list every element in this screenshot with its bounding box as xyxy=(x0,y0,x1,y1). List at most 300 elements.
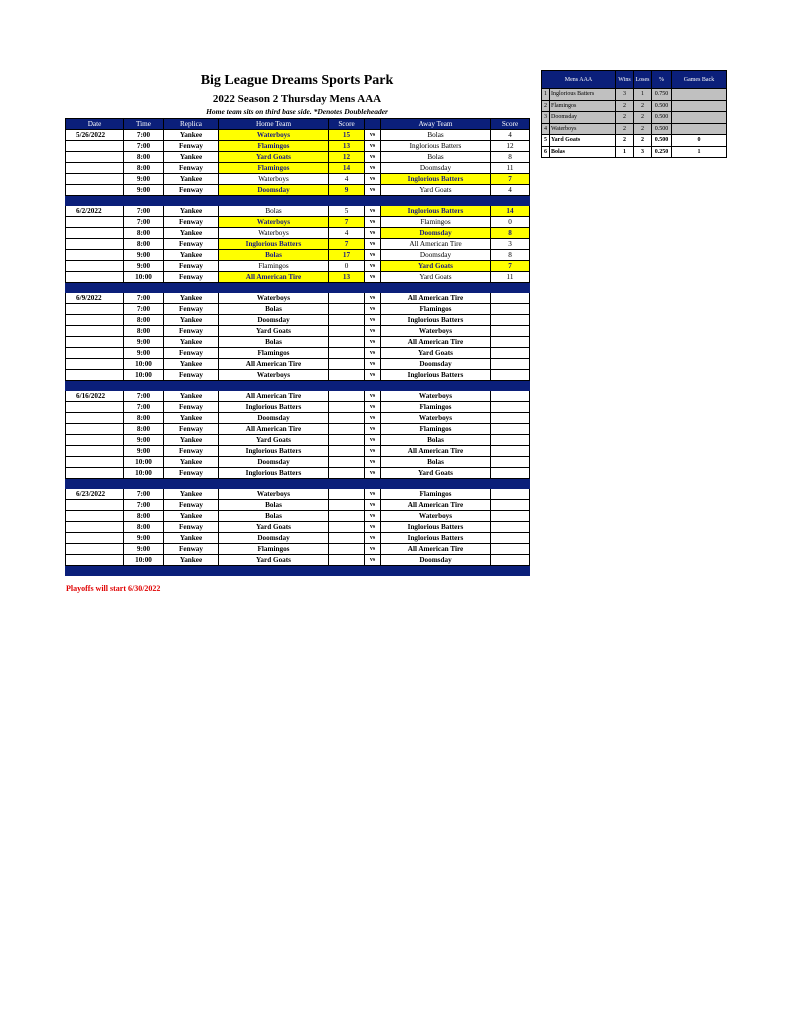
game-time: 8:00 xyxy=(124,315,164,326)
standings-games-back xyxy=(672,89,727,101)
table-row xyxy=(66,435,530,446)
home-team: Yard Goats xyxy=(219,435,329,446)
schedule-header-row xyxy=(66,119,530,130)
home-score xyxy=(329,348,365,359)
game-time: 8:00 xyxy=(124,228,164,239)
away-score: 0 xyxy=(491,217,530,228)
home-score: 0 xyxy=(329,261,365,272)
home-team: Bolas xyxy=(219,500,329,511)
game-field: Yankee xyxy=(164,533,219,544)
game-time: 7:00 xyxy=(124,489,164,500)
home-team: All American Tire xyxy=(219,424,329,435)
home-team: Yard Goats xyxy=(219,522,329,533)
game-date xyxy=(66,533,124,544)
vs-label: vs xyxy=(365,250,381,261)
game-time: 9:00 xyxy=(124,174,164,185)
home-team: All American Tire xyxy=(219,272,329,283)
vs-label: vs xyxy=(365,337,381,348)
away-score: 3 xyxy=(491,239,530,250)
game-date xyxy=(66,152,124,163)
game-field: Fenway xyxy=(164,163,219,174)
standings-loses: 3 xyxy=(634,146,652,158)
table-row xyxy=(66,304,530,315)
game-time: 8:00 xyxy=(124,239,164,250)
standings-header-row xyxy=(542,71,727,89)
away-team: Waterboys xyxy=(381,413,491,424)
home-score xyxy=(329,326,365,337)
table-row xyxy=(66,217,530,228)
home-score xyxy=(329,457,365,468)
home-score: 7 xyxy=(329,217,365,228)
home-team: Bolas xyxy=(219,206,329,217)
away-team: Doomsday xyxy=(381,228,491,239)
game-date xyxy=(66,555,124,566)
standings-team: Yard Goats xyxy=(550,135,616,147)
away-team: All American Tire xyxy=(381,544,491,555)
vs-label: vs xyxy=(365,174,381,185)
away-score xyxy=(491,446,530,457)
home-score xyxy=(329,315,365,326)
game-time: 8:00 xyxy=(124,511,164,522)
away-team: Waterboys xyxy=(381,326,491,337)
home-team: Doomsday xyxy=(219,315,329,326)
game-time: 9:00 xyxy=(124,348,164,359)
vs-label: vs xyxy=(365,261,381,272)
away-team: All American Tire xyxy=(381,337,491,348)
home-team: Flamingos xyxy=(219,544,329,555)
standings-games-back: 0 xyxy=(672,135,727,147)
away-score xyxy=(491,468,530,479)
standings-rank: 3 xyxy=(542,112,550,124)
col-header-home-team: Home Team xyxy=(219,119,329,130)
standings-rank: 6 xyxy=(542,146,550,158)
game-date xyxy=(66,304,124,315)
week-separator-cell xyxy=(66,283,530,293)
away-team: Inglorious Batters xyxy=(381,315,491,326)
standings-games-back xyxy=(672,112,727,124)
game-date xyxy=(66,370,124,381)
game-date xyxy=(66,326,124,337)
away-team: Yard Goats xyxy=(381,348,491,359)
away-team: Yard Goats xyxy=(381,468,491,479)
col-header-time: Time xyxy=(124,119,164,130)
home-score xyxy=(329,555,365,566)
home-team: Inglorious Batters xyxy=(219,446,329,457)
game-time: 9:00 xyxy=(124,261,164,272)
home-score xyxy=(329,359,365,370)
away-team: Bolas xyxy=(381,152,491,163)
away-score xyxy=(491,293,530,304)
home-score xyxy=(329,402,365,413)
vs-label: vs xyxy=(365,326,381,337)
table-row xyxy=(66,348,530,359)
table-row xyxy=(66,413,530,424)
home-score xyxy=(329,544,365,555)
game-field: Fenway xyxy=(164,544,219,555)
home-score: 13 xyxy=(329,141,365,152)
table-row xyxy=(66,522,530,533)
standings-header-league: Mens AAA xyxy=(542,71,616,89)
home-team: Yard Goats xyxy=(219,555,329,566)
home-team: Waterboys xyxy=(219,370,329,381)
page-title: Big League Dreams Sports Park xyxy=(200,73,394,88)
home-score: 17 xyxy=(329,250,365,261)
game-date xyxy=(66,522,124,533)
game-date xyxy=(66,468,124,479)
vs-label: vs xyxy=(365,370,381,381)
table-row xyxy=(66,293,530,304)
vs-label: vs xyxy=(365,511,381,522)
away-team: Flamingos xyxy=(381,402,491,413)
home-team: All American Tire xyxy=(219,391,329,402)
standings-wins: 2 xyxy=(616,112,634,124)
vs-label: vs xyxy=(365,468,381,479)
game-date xyxy=(66,315,124,326)
vs-label: vs xyxy=(365,500,381,511)
table-row xyxy=(66,489,530,500)
standings-games-back xyxy=(672,123,727,135)
game-field: Yankee xyxy=(164,152,219,163)
game-time: 7:00 xyxy=(124,293,164,304)
game-date xyxy=(66,402,124,413)
away-team: Doomsday xyxy=(381,250,491,261)
away-score: 8 xyxy=(491,250,530,261)
away-team: Waterboys xyxy=(381,511,491,522)
table-row xyxy=(66,370,530,381)
standings-pct: 0.750 xyxy=(652,89,672,101)
game-time: 8:00 xyxy=(124,522,164,533)
game-field: Fenway xyxy=(164,522,219,533)
game-date xyxy=(66,217,124,228)
away-score: 11 xyxy=(491,163,530,174)
home-score: 4 xyxy=(329,174,365,185)
game-time: 10:00 xyxy=(124,555,164,566)
table-row xyxy=(66,174,530,185)
vs-label: vs xyxy=(365,446,381,457)
home-team: Bolas xyxy=(219,304,329,315)
standings-team: Bolas xyxy=(550,146,616,158)
away-team: Flamingos xyxy=(381,217,491,228)
away-team: Inglorious Batters xyxy=(381,206,491,217)
away-team: Doomsday xyxy=(381,359,491,370)
table-row xyxy=(66,185,530,196)
game-date xyxy=(66,413,124,424)
table-row xyxy=(66,391,530,402)
game-time: 9:00 xyxy=(124,337,164,348)
table-row xyxy=(66,206,530,217)
vs-label: vs xyxy=(365,435,381,446)
home-score xyxy=(329,500,365,511)
game-date xyxy=(66,500,124,511)
vs-label: vs xyxy=(365,239,381,250)
away-team: Doomsday xyxy=(381,555,491,566)
away-score xyxy=(491,304,530,315)
col-header-vs xyxy=(365,119,381,130)
game-time: 7:00 xyxy=(124,217,164,228)
away-team: Waterboys xyxy=(381,391,491,402)
home-score xyxy=(329,446,365,457)
standings-pct: 0.500 xyxy=(652,100,672,112)
game-time: 9:00 xyxy=(124,446,164,457)
away-team: All American Tire xyxy=(381,293,491,304)
game-date xyxy=(66,185,124,196)
col-header-home-score: Score xyxy=(329,119,365,130)
week-separator-cell xyxy=(66,381,530,391)
away-team: Flamingos xyxy=(381,424,491,435)
away-score xyxy=(491,522,530,533)
table-row xyxy=(66,533,530,544)
game-field: Yankee xyxy=(164,489,219,500)
vs-label: vs xyxy=(365,522,381,533)
away-score xyxy=(491,348,530,359)
home-team: Doomsday xyxy=(219,413,329,424)
home-team: Doomsday xyxy=(219,457,329,468)
away-score: 8 xyxy=(491,228,530,239)
home-team: Waterboys xyxy=(219,174,329,185)
home-team: Inglorious Batters xyxy=(219,468,329,479)
standings-loses: 2 xyxy=(634,135,652,147)
game-time: 7:00 xyxy=(124,391,164,402)
home-score: 15 xyxy=(329,130,365,141)
vs-label: vs xyxy=(365,152,381,163)
home-team: Inglorious Batters xyxy=(219,402,329,413)
away-score: 7 xyxy=(491,261,530,272)
home-team: Flamingos xyxy=(219,163,329,174)
away-team: Inglorious Batters xyxy=(381,141,491,152)
game-date xyxy=(66,457,124,468)
away-team: Yard Goats xyxy=(381,185,491,196)
standings-wins: 1 xyxy=(616,146,634,158)
game-time: 8:00 xyxy=(124,424,164,435)
away-team: Inglorious Batters xyxy=(381,370,491,381)
home-team-note: Home team sits on third base side. *Denotes Doubleheader xyxy=(206,107,388,116)
home-score: 5 xyxy=(329,206,365,217)
game-date xyxy=(66,544,124,555)
vs-label: vs xyxy=(365,555,381,566)
standings-loses: 2 xyxy=(634,112,652,124)
standings-wins: 3 xyxy=(616,89,634,101)
game-field: Yankee xyxy=(164,315,219,326)
home-score xyxy=(329,391,365,402)
standings-loses: 1 xyxy=(634,89,652,101)
game-field: Fenway xyxy=(164,272,219,283)
standings-rank: 1 xyxy=(542,89,550,101)
home-score: 13 xyxy=(329,272,365,283)
game-date xyxy=(66,272,124,283)
schedule-body xyxy=(66,130,530,576)
game-date xyxy=(66,446,124,457)
away-score xyxy=(491,315,530,326)
col-header-replica: Replica xyxy=(164,119,219,130)
table-row xyxy=(66,457,530,468)
table-row xyxy=(66,261,530,272)
away-score xyxy=(491,337,530,348)
game-field: Yankee xyxy=(164,250,219,261)
home-score: 14 xyxy=(329,163,365,174)
away-score xyxy=(491,500,530,511)
vs-label: vs xyxy=(365,130,381,141)
standings-rank: 4 xyxy=(542,123,550,135)
week-separator xyxy=(66,196,530,206)
away-team: All American Tire xyxy=(381,446,491,457)
away-score xyxy=(491,435,530,446)
game-field: Yankee xyxy=(164,457,219,468)
game-field: Yankee xyxy=(164,174,219,185)
table-row xyxy=(66,511,530,522)
home-team: Bolas xyxy=(219,337,329,348)
home-score xyxy=(329,304,365,315)
standings-row xyxy=(542,89,727,101)
game-date: 6/2/2022 xyxy=(66,206,124,217)
home-team: Doomsday xyxy=(219,533,329,544)
game-date xyxy=(66,435,124,446)
game-date xyxy=(66,511,124,522)
standings-loses: 2 xyxy=(634,100,652,112)
home-team: Flamingos xyxy=(219,261,329,272)
standings-pct: 0.500 xyxy=(652,135,672,147)
home-score: 12 xyxy=(329,152,365,163)
vs-label: vs xyxy=(365,424,381,435)
vs-label: vs xyxy=(365,141,381,152)
away-score: 14 xyxy=(491,206,530,217)
table-row xyxy=(66,402,530,413)
game-time: 10:00 xyxy=(124,457,164,468)
schedule-table xyxy=(65,118,530,576)
home-score: 9 xyxy=(329,185,365,196)
game-field: Yankee xyxy=(164,337,219,348)
away-score: 4 xyxy=(491,130,530,141)
home-team: Waterboys xyxy=(219,228,329,239)
away-score xyxy=(491,359,530,370)
table-row xyxy=(66,228,530,239)
game-time: 7:00 xyxy=(124,402,164,413)
home-team: Waterboys xyxy=(219,489,329,500)
home-team: Doomsday xyxy=(219,185,329,196)
vs-label: vs xyxy=(365,163,381,174)
away-score: 7 xyxy=(491,174,530,185)
home-team: Flamingos xyxy=(219,141,329,152)
game-date xyxy=(66,141,124,152)
game-field: Fenway xyxy=(164,185,219,196)
away-score: 11 xyxy=(491,272,530,283)
page-subtitle: 2022 Season 2 Thursday Mens AAA xyxy=(212,93,382,105)
game-time: 8:00 xyxy=(124,163,164,174)
home-team: Bolas xyxy=(219,250,329,261)
game-date: 5/26/2022 xyxy=(66,130,124,141)
game-date: 6/23/2022 xyxy=(66,489,124,500)
home-score xyxy=(329,468,365,479)
away-score xyxy=(491,413,530,424)
vs-label: vs xyxy=(365,359,381,370)
vs-label: vs xyxy=(365,489,381,500)
game-time: 7:00 xyxy=(124,500,164,511)
table-row xyxy=(66,250,530,261)
away-team: Bolas xyxy=(381,130,491,141)
away-team: Yard Goats xyxy=(381,272,491,283)
standings-header-loses: Loses xyxy=(634,71,652,89)
table-row xyxy=(66,337,530,348)
standings-body xyxy=(542,89,727,158)
col-header-away-team: Away Team xyxy=(381,119,491,130)
game-time: 10:00 xyxy=(124,468,164,479)
table-row xyxy=(66,544,530,555)
week-separator xyxy=(66,283,530,293)
away-score xyxy=(491,544,530,555)
home-score xyxy=(329,293,365,304)
game-field: Fenway xyxy=(164,424,219,435)
vs-label: vs xyxy=(365,315,381,326)
away-team: Bolas xyxy=(381,457,491,468)
table-row xyxy=(66,239,530,250)
game-field: Yankee xyxy=(164,413,219,424)
game-time: 9:00 xyxy=(124,435,164,446)
away-team: Inglorious Batters xyxy=(381,174,491,185)
game-field: Fenway xyxy=(164,500,219,511)
standings-row xyxy=(542,112,727,124)
table-row xyxy=(66,326,530,337)
away-score xyxy=(491,370,530,381)
vs-label: vs xyxy=(365,206,381,217)
standings-team: Doomsday xyxy=(550,112,616,124)
away-team: Inglorious Batters xyxy=(381,533,491,544)
game-time: 7:00 xyxy=(124,304,164,315)
table-row xyxy=(66,555,530,566)
table-row xyxy=(66,141,530,152)
vs-label: vs xyxy=(365,304,381,315)
vs-label: vs xyxy=(365,228,381,239)
home-team: Yard Goats xyxy=(219,152,329,163)
game-field: Yankee xyxy=(164,206,219,217)
week-separator xyxy=(66,479,530,489)
home-team: Waterboys xyxy=(219,217,329,228)
table-row xyxy=(66,446,530,457)
vs-label: vs xyxy=(365,544,381,555)
away-score: 12 xyxy=(491,141,530,152)
away-score xyxy=(491,533,530,544)
standings-rank: 5 xyxy=(542,135,550,147)
standings-games-back xyxy=(672,100,727,112)
game-time: 9:00 xyxy=(124,544,164,555)
game-field: Fenway xyxy=(164,304,219,315)
game-field: Fenway xyxy=(164,468,219,479)
vs-label: vs xyxy=(365,217,381,228)
away-score xyxy=(491,511,530,522)
game-date xyxy=(66,348,124,359)
vs-label: vs xyxy=(365,457,381,468)
game-field: Yankee xyxy=(164,435,219,446)
standings-games-back: 1 xyxy=(672,146,727,158)
away-score xyxy=(491,424,530,435)
standings-team: Flamingos xyxy=(550,100,616,112)
home-team: Waterboys xyxy=(219,293,329,304)
game-field: Fenway xyxy=(164,348,219,359)
home-score xyxy=(329,489,365,500)
table-row xyxy=(66,315,530,326)
home-team: Yard Goats xyxy=(219,326,329,337)
game-time: 7:00 xyxy=(124,141,164,152)
away-score xyxy=(491,326,530,337)
away-team: Inglorious Batters xyxy=(381,522,491,533)
table-row xyxy=(66,163,530,174)
vs-label: vs xyxy=(365,185,381,196)
table-row xyxy=(66,424,530,435)
vs-label: vs xyxy=(365,533,381,544)
away-score xyxy=(491,402,530,413)
game-field: Fenway xyxy=(164,239,219,250)
week-separator xyxy=(66,566,530,576)
game-time: 9:00 xyxy=(124,185,164,196)
away-team: Flamingos xyxy=(381,304,491,315)
